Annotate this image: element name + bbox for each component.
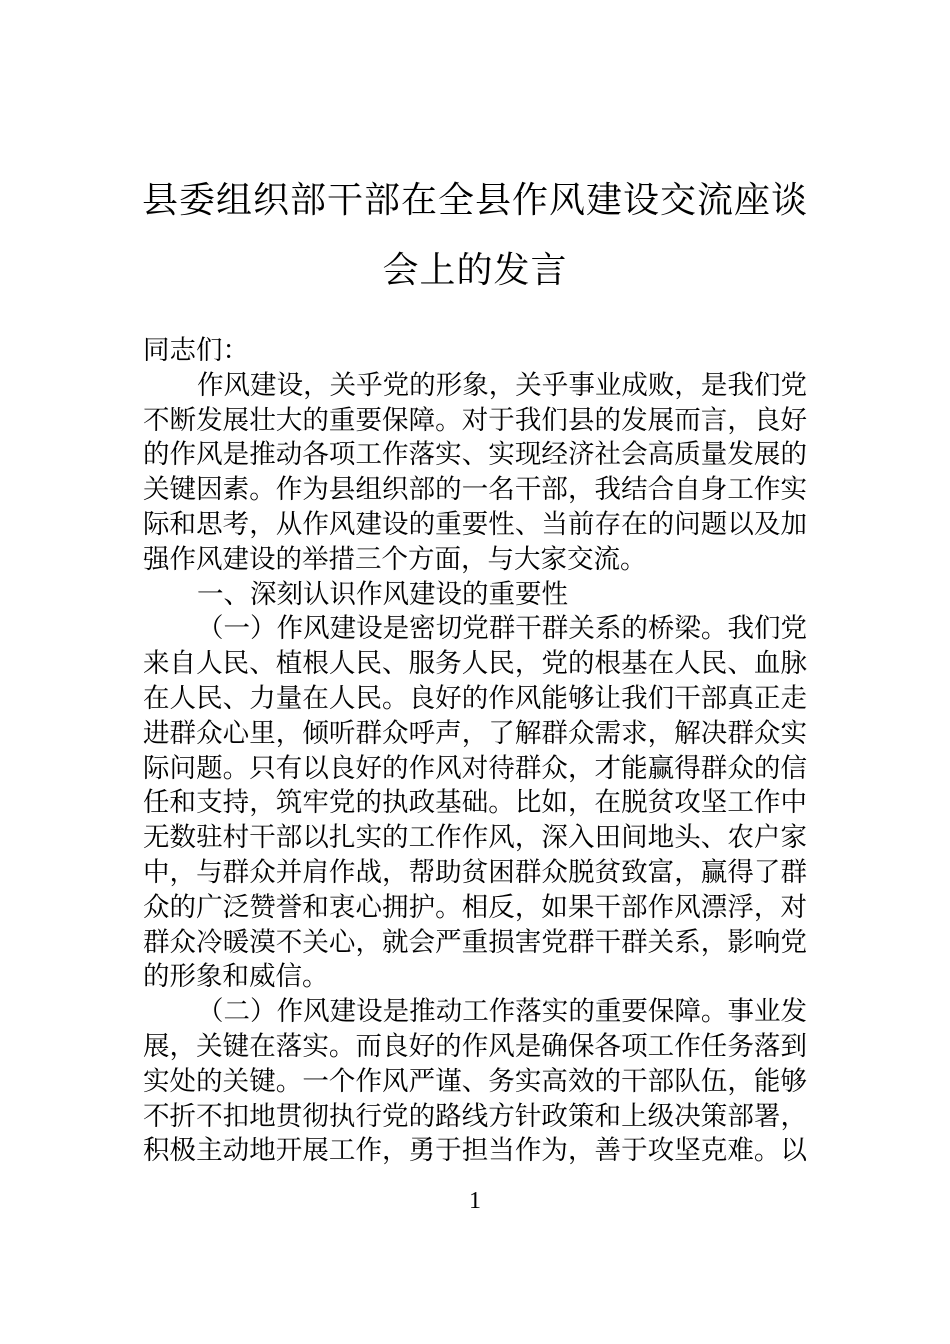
text-line: 实处的关键。一个作风严谨、务实高效的干部队伍，能够 bbox=[143, 1065, 807, 1097]
document-title-line-2: 会上的发言 bbox=[382, 250, 568, 291]
text-line: 不折不扣地贯彻执行党的路线方针政策和上级决策部署， bbox=[143, 1100, 807, 1132]
text-line: 积极主动地开展工作，勇于担当作为，善于攻坚克难。以 bbox=[143, 1135, 807, 1167]
text-line: 展，关键在落实。而良好的作风是确保各项工作任务落到 bbox=[143, 1030, 807, 1062]
text-line: 中，与群众并肩作战，帮助贫困群众脱贫致富，赢得了群 bbox=[143, 856, 807, 888]
document-body bbox=[143, 334, 807, 1169]
text-line: 际问题。只有以良好的作风对待群众，才能赢得群众的信 bbox=[143, 752, 807, 784]
text-line: 任和支持，筑牢党的执政基础。比如，在脱贫攻坚工作中 bbox=[143, 787, 807, 819]
text-line: 群众冷暖漠不关心，就会严重损害党群干群关系，影响党 bbox=[143, 926, 807, 958]
salutation: 同志们： bbox=[143, 335, 249, 366]
text-line: 无数驻村干部以扎实的工作作风，深入田间地头、农户家 bbox=[143, 822, 807, 854]
section-heading: 一、深刻认识作风建设的重要性 bbox=[197, 578, 568, 610]
text-line: 强作风建设的举措三个方面，与大家交流。 bbox=[143, 543, 647, 575]
text-line: 关键因素。作为县组织部的一名干部，我结合自身工作实 bbox=[143, 474, 807, 506]
text-line: 众的广泛赞誉和衷心拥护。相反，如果干部作风漂浮，对 bbox=[143, 891, 807, 923]
text-line: 的形象和威信。 bbox=[143, 961, 329, 993]
text-line: 来自人民、植根人民、服务人民，党的根基在人民、血脉 bbox=[143, 648, 807, 680]
document-title-line-1: 县委组织部干部在全县作风建设交流座谈 bbox=[141, 180, 808, 221]
text-line: 进群众心里，倾听群众呼声，了解群众需求，解决群众实 bbox=[143, 717, 807, 749]
text-line: 作风建设，关乎党的形象，关乎事业成败，是我们党 bbox=[197, 369, 807, 401]
text-line: 的作风是推动各项工作落实、实现经济社会高质量发展的 bbox=[143, 439, 807, 471]
text-line: （二）作风建设是推动工作落实的重要保障。事业发 bbox=[197, 996, 807, 1028]
text-line: 际和思考，从作风建设的重要性、当前存在的问题以及加 bbox=[143, 508, 807, 540]
text-line: 在人民、力量在人民。良好的作风能够让我们干部真正走 bbox=[143, 682, 807, 714]
page-number: 1 bbox=[469, 1188, 481, 1214]
text-line: 不断发展壮大的重要保障。对于我们县的发展而言，良好 bbox=[143, 404, 807, 436]
text-line: （一）作风建设是密切党群干群关系的桥梁。我们党 bbox=[197, 613, 807, 645]
